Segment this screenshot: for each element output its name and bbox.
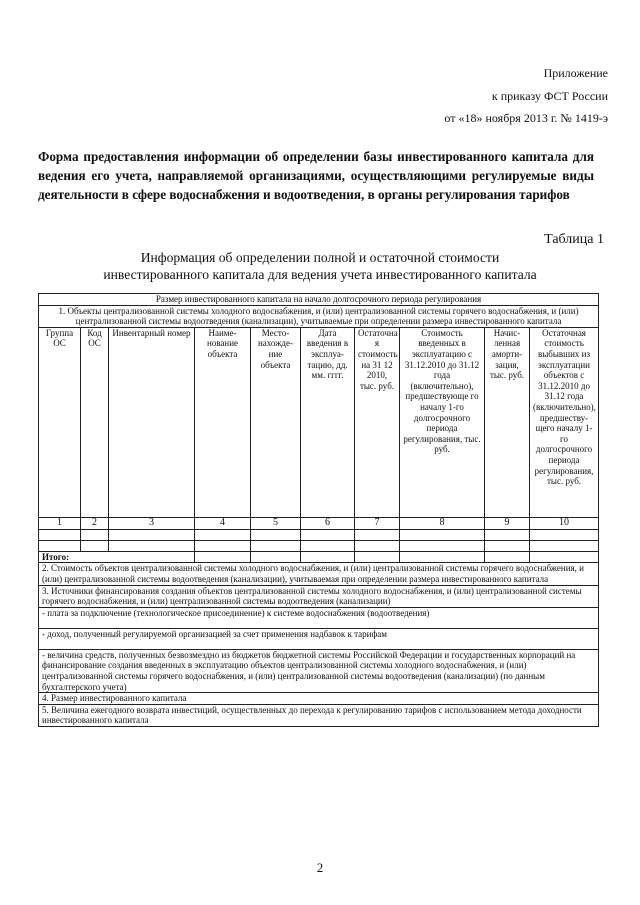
table-row: - доход, полученный регулируемой организацией за счет применения надбавок к тарифам xyxy=(39,628,599,649)
appendix-label: Приложение xyxy=(543,66,608,80)
col-header: Группа ОС xyxy=(39,327,81,517)
order-reference: к приказу ФСТ России xyxy=(491,89,608,103)
col-number: 2 xyxy=(81,517,109,529)
table-row: 2. Стоимость объектов централизованной системы холодного водоснабжения, и (или) централизованной системы горячего водоснабжения, и (или) централизованной системы водоотведения (канализации), учитываемая при определении размера инвестированного капитала xyxy=(39,563,599,585)
info-title xyxy=(40,249,600,283)
col-header: Код ОС xyxy=(81,327,109,517)
table-row-empty xyxy=(39,529,599,540)
col-number: 8 xyxy=(400,517,485,529)
col-header: Место-нахожде-ние объекта xyxy=(251,327,301,517)
col-number: 9 xyxy=(485,517,530,529)
capital-table xyxy=(38,293,599,727)
table-row-empty xyxy=(39,540,599,551)
col-header: Дата введения в эксплуа-тацию, дд. мм. гггг. xyxy=(301,327,355,517)
col-header: Остаточная стоимость выбывших из эксплуатации объектов с 31.12.2010 до 31.12 года (включительно), предшеству-щего началу 1-го долгосрочного периода регулирования, тыс. руб. xyxy=(530,327,599,517)
col-number: 10 xyxy=(530,517,599,529)
col-number: 5 xyxy=(251,517,301,529)
col-number: 1 xyxy=(39,517,81,529)
page-number: 2 xyxy=(316,860,324,875)
col-header: Начис-ленная аморти-зация, тыс. руб. xyxy=(485,327,530,517)
col-number: 7 xyxy=(355,517,400,529)
col-header: Остаточна я стоимость на 31 12 2010, тыс. руб. xyxy=(355,327,400,517)
col-number: 6 xyxy=(301,517,355,529)
col-header: Стоимость введенных в эксплуатацию с 31.12.2010 до 31.12 года (включительно), предшествующе го началу 1-го долгосрочного периода регулирования, тыс. руб. xyxy=(400,327,485,517)
order-date: от «18» ноября 2013 г. № 1419-э xyxy=(444,111,608,125)
table-row: 4. Размер инвестированного капитала xyxy=(39,693,599,705)
col-number: 3 xyxy=(109,517,195,529)
table-row: - величина средств, полученных безвозмездно из бюджетов бюджетной системы Российской Федерации и государственных корпораций на финансирование создания введенных в эксплуатацию объектов централизованной системы холодного водоснабжения, и (или) централизованной системы горячего водоснабжения, и (или) централизованной системы водоотведения (канализации) (по данным бухгалтерского учета) xyxy=(39,649,599,692)
form-title: Форма предоставления информации об определении базы инвестированного капитала для ведения его учета, направляемой организациями, осуществляющими регулируемые виды деятельности в сфере водоснабжения и водоотведения, в органы регулирования тарифов xyxy=(38,149,594,202)
info-title-line1: Информация об определении полной и остаточной стоимости xyxy=(140,250,500,265)
table-label: Таблица 1 xyxy=(544,232,604,247)
col-header: Инвентарный номер xyxy=(109,327,195,517)
table-row: 5. Величина ежегодного возврата инвестиций, осуществленных до перехода к регулированию тарифов с использованием метода доходности инвестированного капитала xyxy=(39,704,599,726)
table-row-top: Размер инвестированного капитала на начало долгосрочного периода регулирования xyxy=(39,294,599,306)
col-number: 4 xyxy=(195,517,251,529)
itogo-label: Итого: xyxy=(39,551,195,563)
table-row-objects: 1. Объекты централизованной системы холодного водоснабжения, и (или) централизованной системы горячего водоснабжения, и (или) централизованной системы водоотведения (канализации), учитываемые при определении размера инвестированного капитала xyxy=(39,305,599,327)
col-header: Наиме-нование объекта xyxy=(195,327,251,517)
info-title-line2: инвестированного капитала для ведения учета инвестированного капитала xyxy=(103,267,537,282)
table-row: - плата за подключение (технологическое присоединение) к системе водоснабжения (водоотведения) xyxy=(39,607,599,628)
table-row: 3. Источники финансирования создания объектов централизованной системы холодного водоснабжения, и (или) централизованной системы горячего водоснабжения, и (или) централизованной системы водоотведения (канализации) xyxy=(39,585,599,607)
